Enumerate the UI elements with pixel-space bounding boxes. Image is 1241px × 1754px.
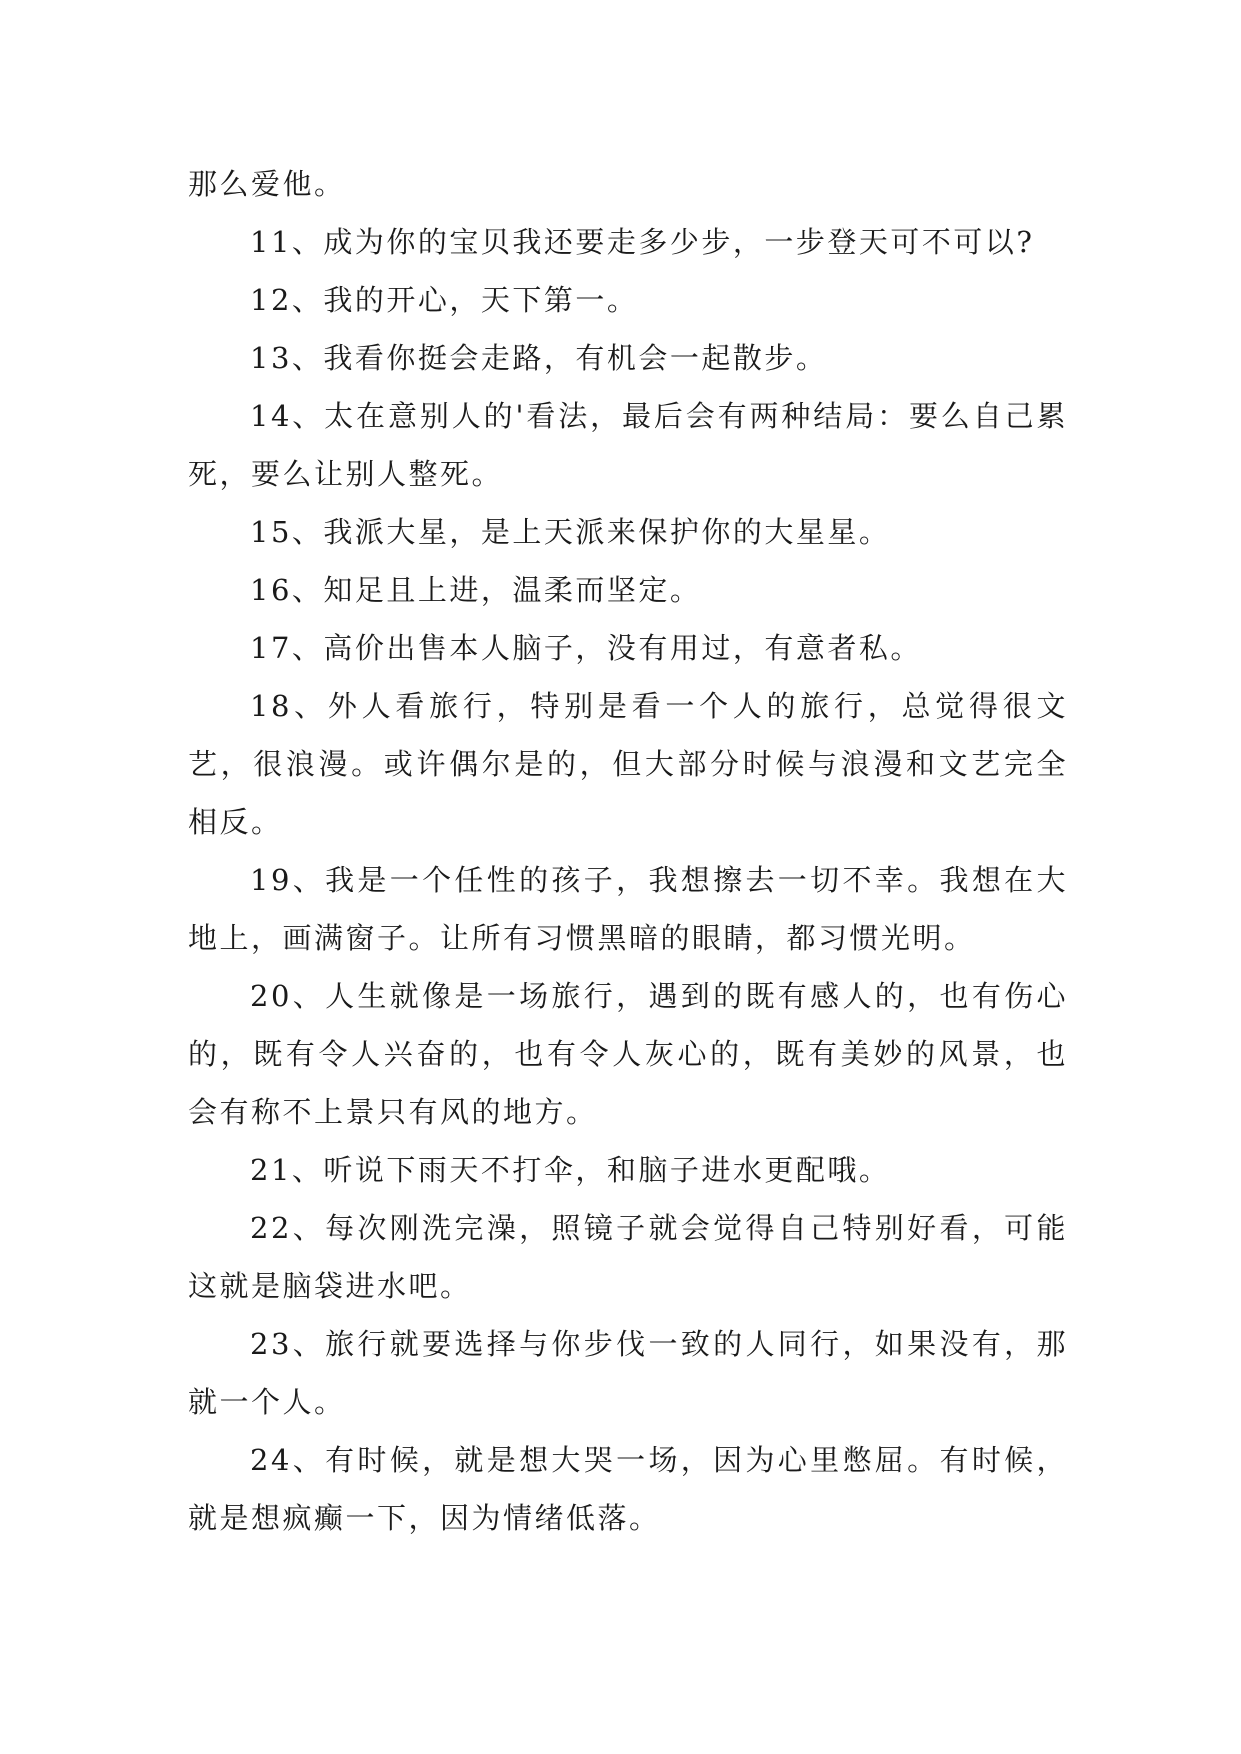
list-item-22: 22、每次刚洗完澡，照镜子就会觉得自己特别好看，可能这就是脑袋进水吧。	[188, 1211, 1068, 1303]
list-item-13: 13、我看你挺会走路，有机会一起散步。	[250, 341, 828, 375]
document-page	[188, 155, 1068, 1547]
list-item-21: 21、听说下雨天不打伞，和脑子进水更配哦。	[250, 1153, 891, 1187]
list-item-20: 20、人生就像是一场旅行，遇到的既有感人的，也有伤心的，既有令人兴奋的，也有令人灰心的，既有美妙的风景，也会有称不上景只有风的地方。	[188, 979, 1068, 1129]
list-item-19: 19、我是一个任性的孩子，我想擦去一切不幸。我想在大地上，画满窗子。让所有习惯黑暗的眼睛，都习惯光明。	[188, 863, 1068, 955]
list-item-11: 11、成为你的宝贝我还要走多少步，一步登天可不可以?	[250, 225, 1035, 259]
list-item-15: 15、我派大星，是上天派来保护你的大星星。	[250, 515, 891, 549]
list-item-24: 24、有时候，就是想大哭一场，因为心里憋屈。有时候，就是想疯癫一下，因为情绪低落。	[188, 1443, 1068, 1535]
paragraph-continuation: 那么爱他。	[188, 167, 346, 201]
list-item-16: 16、知足且上进，温柔而坚定。	[250, 573, 702, 607]
list-item-14: 14、太在意别人的'看法，最后会有两种结局：要么自己累死，要么让别人整死。	[188, 399, 1068, 491]
list-item-12: 12、我的开心，天下第一。	[250, 283, 639, 317]
list-item-17: 17、高价出售本人脑子，没有用过，有意者私。	[250, 631, 922, 665]
list-item-18: 18、外人看旅行，特别是看一个人的旅行，总觉得很文艺，很浪漫。或许偶尔是的，但大部分时候与浪漫和文艺完全相反。	[188, 689, 1068, 839]
list-item-23: 23、旅行就要选择与你步伐一致的人同行，如果没有，那就一个人。	[188, 1327, 1068, 1419]
